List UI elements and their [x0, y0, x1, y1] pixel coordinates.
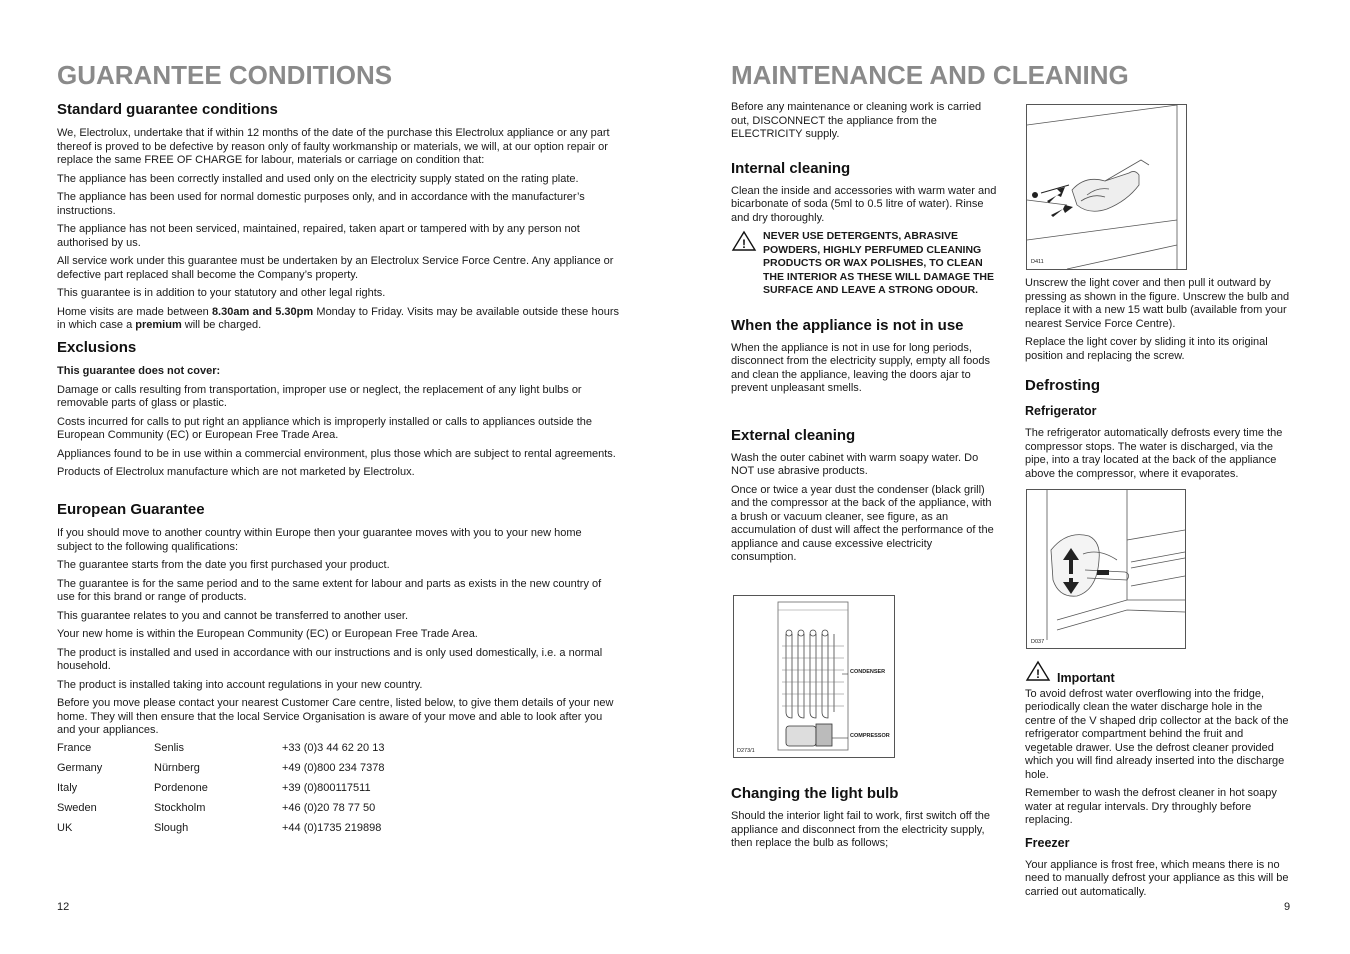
freezer-heading: Freezer — [1025, 835, 1070, 850]
visits-text: Home visits are made between — [57, 305, 212, 318]
exclusion-paragraph: Appliances found to be in use within a commercial environment, plus those which are subject to rental agreements. — [57, 447, 616, 460]
customer-care-contacts-table — [57, 742, 384, 842]
svg-text:!: ! — [742, 237, 746, 251]
defrost-diagram — [1027, 490, 1185, 648]
contact-country: Germany — [57, 762, 103, 774]
contact-country: Italy — [57, 782, 78, 794]
figure-code: D037 — [1031, 639, 1045, 645]
european-paragraph: The product is installed taking into account regulations in your new country. — [57, 678, 423, 691]
not-in-use-text: When the appliance is not in use for long periods, disconnect from the electricity supply, empty all foods and clean the appliance, leaving the doors ajar to prevent unpleasant smells. — [731, 341, 991, 394]
exclusion-paragraph: Costs incurred for calls to put right an appliance which is improperly installed or calls to appliances outside the European Community (EC) or European Free Trade Area. — [57, 415, 592, 441]
european-paragraph: Before you move please contact your nearest Customer Care centre, listed below, to give them details of your new home. They will then ensure that the local Service Organisation is aware of your move and able to look after you and your appliances. — [57, 697, 614, 736]
external-cleaning-paragraph: Wash the outer cabinet with warm soapy water. Do NOT use abrasive products. — [731, 451, 979, 477]
figure-code: D273/1 — [737, 748, 755, 754]
important-heading: Important — [1057, 670, 1115, 685]
standard-guarantee-section — [57, 101, 619, 338]
important-paragraph: To avoid defrost water overflowing into the fridge, periodically clean the water discharge hole in the centre of the V shaped drip collector at the back of the refrigerator compartment behind the fruit and vegetable drawer. Use the defrost cleaner provided which you will find already inserted into the discharge hole. — [1025, 687, 1289, 781]
light-bulb-paragraph: Replace the light cover by sliding it into its original position and replacing the screw. — [1025, 336, 1268, 362]
standard-paragraph: The appliance has been correctly installed and used only on the electricity supply stated on the rating plate. — [57, 172, 579, 185]
important-heading-row — [1025, 660, 1293, 687]
intro-paragraph: Before any maintenance or cleaning work is carried out, DISCONNECT the appliance from the ELECTRICITY supply. — [731, 101, 982, 140]
freezer-text: Your appliance is frost free, which means there is no need to manually defrost your appliance as this will be carried out automatically. — [1025, 858, 1289, 898]
table-row — [57, 742, 384, 762]
european-guarantee-heading: European Guarantee — [57, 501, 205, 518]
visits-hours: 8.30am and 5.30pm — [211, 305, 314, 318]
light-bulb-heading: Changing the light bulb — [731, 785, 899, 802]
exclusions-heading: Exclusions — [57, 339, 137, 356]
refrigerator-heading: Refrigerator — [1025, 404, 1097, 418]
contact-city: Nürnberg — [154, 762, 200, 774]
internal-warning — [731, 230, 999, 303]
light-cover-diagram — [1027, 105, 1186, 269]
standard-paragraph: All service work under this guarantee must be undertaken by an Electrolux Service Force Centre. Any appliance or defective part replaced shall become the Company’s property. — [57, 255, 614, 281]
european-paragraph: The product is installed and used in accordance with our instructions and is only used domestically, i.e. a normal household. — [57, 646, 603, 672]
light-bulb-section — [731, 785, 999, 856]
contact-city: Pordenone — [154, 782, 208, 794]
left-page-number: 12 — [57, 901, 70, 913]
internal-warning-text: NEVER USE DETERGENTS, ABRASIVE POWDERS, HIGHLY PERFUMED CLEANING PRODUCTS OR WAX POLISHES, TO CLEAN THE INTERIOR AS THESE WILL DAMAGE THE SURFACE AND LEAVE A STRONG ODOUR. — [763, 230, 995, 296]
figure-code: D411 — [1031, 259, 1044, 265]
right-page-number: 9 — [1284, 901, 1291, 913]
visits-text: Monday to Friday. Visits may be available outside these hours in which case a — [57, 305, 619, 331]
light-cover-figure — [1026, 104, 1187, 270]
exclusions-lead: This guarantee does not cover: — [57, 365, 221, 377]
contact-phone: +46 (0)20 78 77 50 — [282, 802, 376, 814]
warning-icon — [1025, 660, 1051, 687]
european-paragraph: If you should move to another country within Europe then your guarantee moves with you to your new home subject to the following qualifications: — [57, 527, 582, 553]
standard-guarantee-heading: Standard guarantee conditions — [57, 101, 278, 118]
table-row — [57, 802, 384, 822]
table-row — [57, 762, 384, 782]
european-paragraph: The guarantee is for the same period and to the same extent for labour and parts as exists in the new country of use for this brand or range of products. — [57, 577, 602, 603]
defrost-cleaner-figure — [1026, 489, 1186, 649]
exclusion-paragraph: Damage or calls resulting from transportation, improper use or neglect, the replacement of any light bulbs or removable parts of glass or plastic. — [57, 383, 582, 409]
table-row — [57, 822, 384, 842]
defrosting-heading: Defrosting — [1025, 377, 1100, 394]
svg-text:!: ! — [1036, 667, 1040, 681]
visits-text: will be charged. — [181, 319, 262, 331]
condenser-label: CONDENSER — [850, 669, 886, 675]
left-page-title: GUARANTEE CONDITIONS — [57, 60, 393, 90]
light-bulb-paragraph: Unscrew the light cover and then pull it outward by pressing as shown in the figure. Unscrew the bulb and replace it with a new 15 watt bulb (available from your nearest Service Force Centre). — [1025, 277, 1290, 330]
table-row — [57, 782, 384, 802]
exclusion-paragraph: Products of Electrolux manufacture which are not marketed by Electrolux. — [57, 466, 415, 478]
contact-city: Slough — [154, 822, 189, 834]
contact-city: Senlis — [154, 742, 184, 754]
european-guarantee-section — [57, 501, 619, 743]
external-cleaning-heading: External cleaning — [731, 426, 856, 444]
internal-cleaning-heading: Internal cleaning — [731, 159, 851, 177]
contact-city: Stockholm — [154, 802, 206, 814]
standard-paragraph: The appliance has not been serviced, maintained, repaired, taken apart or tampered with by any person not authorised by us. — [57, 223, 580, 249]
european-paragraph: Your new home is within the European Community (EC) or European Free Trade Area. — [57, 628, 478, 640]
warning-icon — [731, 230, 757, 303]
maintenance-column-1 — [731, 101, 999, 570]
standard-paragraph: This guarantee is in addition to your statutory and other legal rights. — [57, 287, 386, 299]
standard-paragraph: We, Electrolux, undertake that if within 12 months of the date of the purchase this Electrolux appliance or any part thereof is proved to be defective by reason only of faulty workmanship or materials, we will, at our option repair or replace the same FREE OF CHARGE for labour, materials or carriage on condition that: — [57, 127, 610, 166]
contact-phone: +49 (0)800 234 7378 — [282, 762, 385, 774]
internal-cleaning-text: Clean the inside and accessories with warm water and bicarbonate of soda (5ml to 0.5 litre of water). Rinse and dry thoroughly. — [731, 184, 997, 224]
european-paragraph: This guarantee relates to you and cannot be transferred to another user. — [57, 609, 409, 622]
maintenance-column-2 — [1025, 277, 1293, 486]
light-bulb-text: Should the interior light fail to work, first switch off the appliance and disconnect from the electricity supply, then replace the bulb as follows; — [731, 810, 991, 849]
contact-phone: +33 (0)3 44 62 20 13 — [282, 742, 385, 754]
compressor-label: COMPRESSOR — [850, 733, 890, 739]
contact-country: UK — [57, 822, 73, 834]
contact-phone: +44 (0)1735 219898 — [282, 822, 382, 834]
right-page-title: MAINTENANCE AND CLEANING — [731, 60, 1129, 90]
standard-paragraph: The appliance has been used for normal domestic purposes only, and in accordance with the manufacturer’s instructions. — [57, 191, 585, 217]
visits-premium: premium — [135, 319, 182, 331]
contact-country: Sweden — [57, 802, 97, 814]
important-paragraph: Remember to wash the defrost cleaner in hot soapy water at regular intervals. Dry throughly before replacing. — [1025, 787, 1277, 826]
important-section — [1025, 660, 1293, 904]
condenser-compressor-figure — [733, 595, 895, 758]
home-visits-paragraph — [57, 306, 619, 333]
contact-country: France — [57, 742, 92, 754]
european-paragraph: The guarantee starts from the date you first purchased your product. — [57, 559, 390, 571]
refrigerator-text: The refrigerator automatically defrosts every time the compressor stops. The water is discharged, via the pipe, into a tray located at the back of the appliance above the compressor, where it evaporates. — [1025, 427, 1283, 480]
exclusions-section — [57, 339, 619, 485]
contact-phone: +39 (0)800117511 — [282, 782, 371, 794]
external-cleaning-paragraph: Once or twice a year dust the condenser (black grill) and the compressor at the back of the appliance, with a brush or vacuum cleaner, see figure, as an accumulation of dust will affect the performance of the appliance and cause excessive electricity consumption. — [731, 483, 994, 563]
not-in-use-heading: When the appliance is not in use — [731, 316, 964, 334]
